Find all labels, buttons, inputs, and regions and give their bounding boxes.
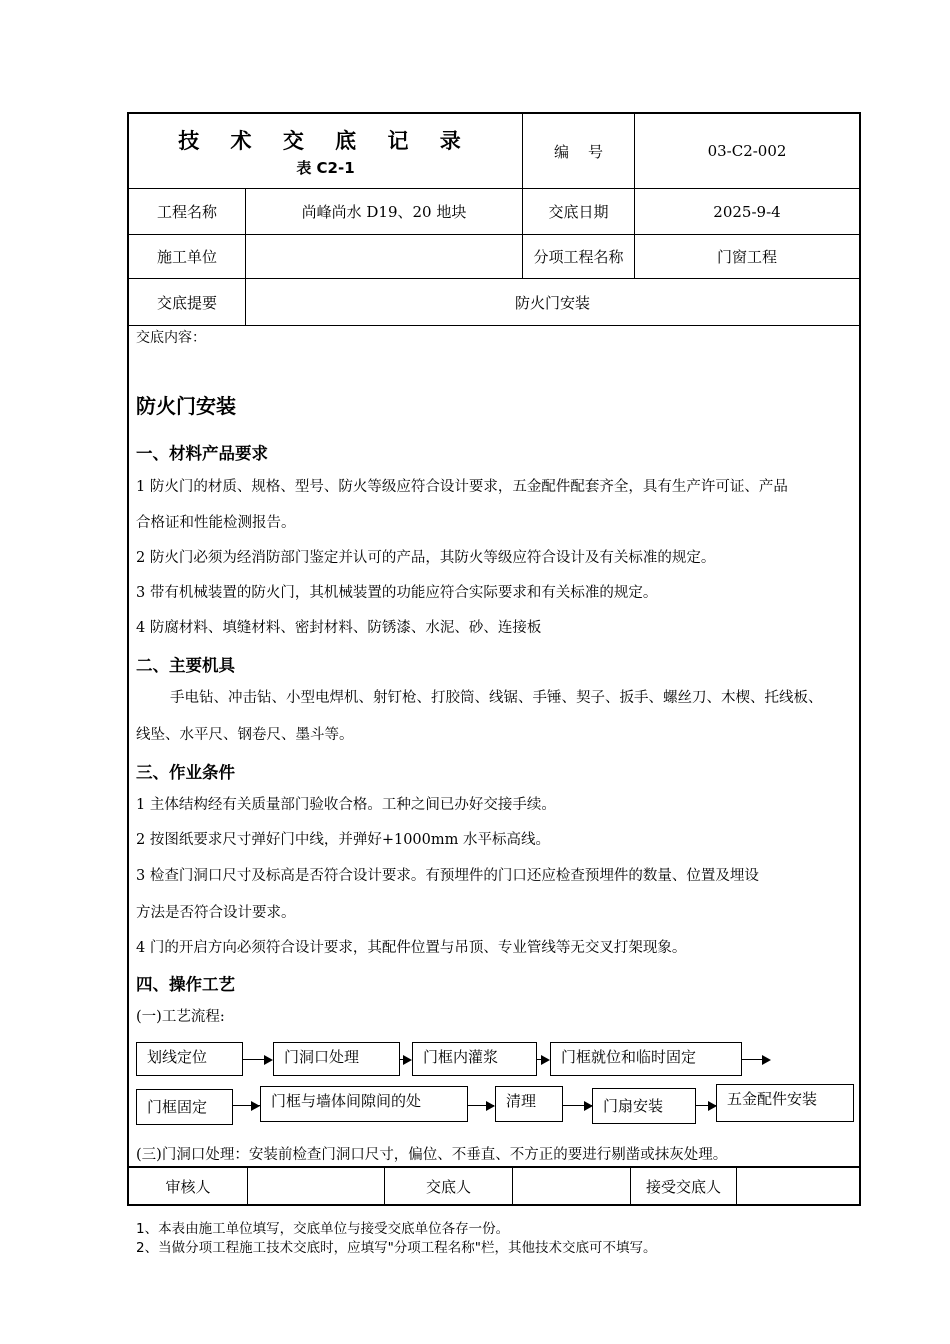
flow-step: 门洞口处理 [273,1042,400,1076]
arrow-icon [403,1055,412,1065]
construction-unit-label: 施工单位 [156,248,217,266]
arrow-icon [264,1055,273,1065]
paragraph: 合格证和性能检测报告。 [136,515,296,531]
flow-step: 门扇安装 [592,1088,696,1124]
section-title: 四、操作工艺 [136,975,235,994]
receiver-value [737,1167,859,1205]
section-title: 三、作业条件 [136,763,235,782]
row-divider [127,325,861,326]
paragraph: 2 按图纸要求尺寸弹好门中线，并弹好+1000mm 水平标高线。 [136,832,550,848]
flow-step: 划线定位 [136,1042,243,1076]
paragraph: 线坠、水平尺、钢卷尺、墨斗等。 [136,727,354,743]
summary-label: 交底提要 [156,293,217,312]
flow-step: 门框就位和临时固定 [550,1042,742,1076]
flow-arrow [243,1059,265,1060]
paragraph: 手电钻、冲击钻、小型电焊机、射钉枪、打胶筒、线锯、手锤、契子、扳手、螺丝刀、木楔、托线板、 [170,690,823,706]
paragraph: 方法是否符合设计要求。 [136,905,296,921]
flow-step: 门框与墙体间隙间的处 [260,1086,468,1122]
paragraph: 3 检查门洞口尺寸及标高是否符合设计要求。有预埋件的门口还应检查预埋件的数量、位置及埋设 [136,868,759,884]
content-intro-label: 交底内容： [136,330,206,346]
sub-heading: (一)工艺流程: [136,1009,225,1025]
discloser-label: 交底人 [425,1177,471,1196]
paragraph: 3 带有机械装置的防火门，其机械装置的功能应符合实际要求和有关标准的规定。 [136,585,658,601]
construction-unit-value [246,235,522,278]
sub-project-label: 分项工程名称 [533,248,624,266]
reviewer-value [248,1167,384,1205]
paragraph: 1 主体结构经有关质量部门验收合格。工种之间已办好交接手续。 [136,797,556,813]
arrow-icon [762,1055,771,1065]
title-cell [129,114,522,188]
footnote: 1、本表由施工单位填写，交底单位与接受交底单位各存一份。 [136,1221,510,1237]
number-label: 编 号 [553,142,604,161]
flow-step: 门框内灌浆 [412,1042,537,1076]
content-main-title: 防火门安装 [136,394,236,418]
date-label: 交底日期 [548,203,609,221]
flow-step: 清理 [495,1086,563,1122]
section-title: 一、材料产品要求 [136,444,268,463]
arrow-icon [541,1055,550,1065]
paragraph: 2 防火门必须为经消防部门鉴定并认可的产品，其防火等级应符合设计及有关标准的规定。 [136,550,716,566]
form-code: 表 C2-1 [296,158,355,177]
summary-value: 防火门安装 [514,293,590,312]
page-title: 技 术 交 底 记 录 [178,128,473,153]
flow-arrow [742,1059,762,1060]
project-name-value: 尚峰尚水 D19、20 地块 [301,203,467,221]
paragraph: 1 防火门的材质、规格、型号、防火等级应符合设计要求，五金配件配套齐全，具有生产许可证、产品 [136,479,788,495]
footnote: 2、当做分项工程施工技术交底时，应填写"分项工程名称"栏，其他技术交底可不填写。 [136,1240,657,1256]
date-value: 2025-9-4 [713,202,781,221]
paragraph: 4 门的开启方向必须符合设计要求，其配件位置与吊顶、专业管线等无交叉打架现象。 [136,940,687,956]
paragraph: (三)门洞口处理：安装前检查门洞口尺寸，偏位、不垂直、不方正的要进行剔凿或抹灰处理。 [136,1147,728,1163]
sub-project-value: 门窗工程 [716,248,777,266]
reviewer-label: 审核人 [165,1177,211,1196]
flow-step: 五金配件安装 [716,1084,854,1122]
discloser-value [513,1167,630,1205]
flow-step: 门框固定 [136,1089,233,1125]
paragraph: 4 防腐材料、填缝材料、密封材料、防锈漆、水泥、砂、连接板 [136,620,542,636]
section-title: 二、主要机具 [136,656,235,675]
project-name-label: 工程名称 [156,203,217,221]
receiver-label: 接受交底人 [645,1177,721,1196]
arrow-icon [251,1101,260,1111]
number-value: 03-C2-002 [707,142,787,160]
arrow-icon [486,1101,495,1111]
